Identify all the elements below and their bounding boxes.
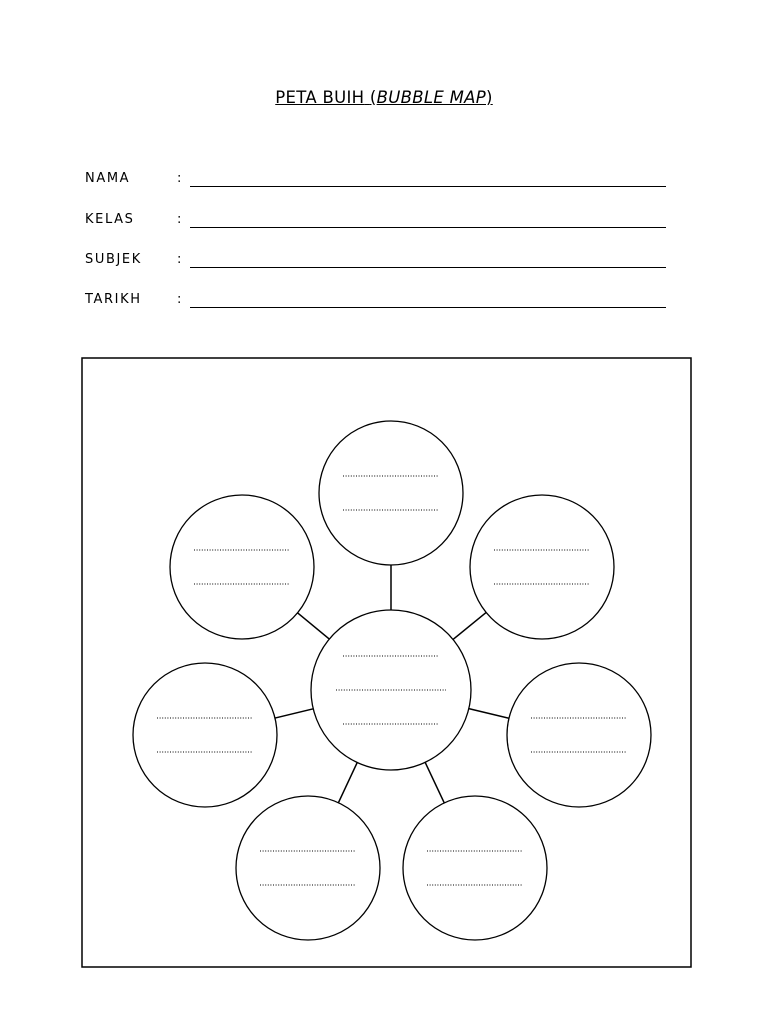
field-colon: :: [177, 292, 182, 307]
bubble-middle-right[interactable]: [507, 663, 651, 807]
title-italic: BUBBLE MAP: [376, 88, 486, 107]
connector-lower-right: [425, 762, 444, 803]
bubble-upper-right[interactable]: [470, 495, 614, 639]
bubble-circle: [507, 663, 651, 807]
bubble-circle: [236, 796, 380, 940]
bubble-top[interactable]: [319, 421, 463, 565]
bubble-lower-right[interactable]: [403, 796, 547, 940]
field-label-subjek: SUBJEK: [85, 252, 142, 267]
field-label-tarikh: TARIKH: [85, 292, 142, 307]
bubble-upper-left[interactable]: [170, 495, 314, 639]
bubble-center[interactable]: [311, 610, 471, 770]
bubble-circle: [170, 495, 314, 639]
bubble-middle-left[interactable]: [133, 663, 277, 807]
title-paren-open: (: [369, 88, 377, 107]
field-label-nama: NAMA: [85, 171, 131, 186]
title-paren-close: ): [486, 88, 493, 107]
connector-lower-left: [338, 763, 357, 803]
connector-middle-left: [275, 709, 313, 718]
bubble-lower-left[interactable]: [236, 796, 380, 940]
title-main: PETA BUIH: [275, 88, 365, 107]
bubble-circle: [470, 495, 614, 639]
connector-middle-right: [469, 709, 509, 719]
field-colon: :: [177, 171, 182, 186]
connector-upper-right: [453, 612, 486, 639]
bubbles-group: [133, 421, 651, 940]
bubble-circle: [403, 796, 547, 940]
field-colon: :: [177, 252, 182, 267]
field-label-kelas: KELAS: [85, 212, 135, 227]
bubble-circle: [133, 663, 277, 807]
connector-upper-left: [298, 613, 330, 639]
field-colon: :: [177, 212, 182, 227]
bubble-circle: [319, 421, 463, 565]
